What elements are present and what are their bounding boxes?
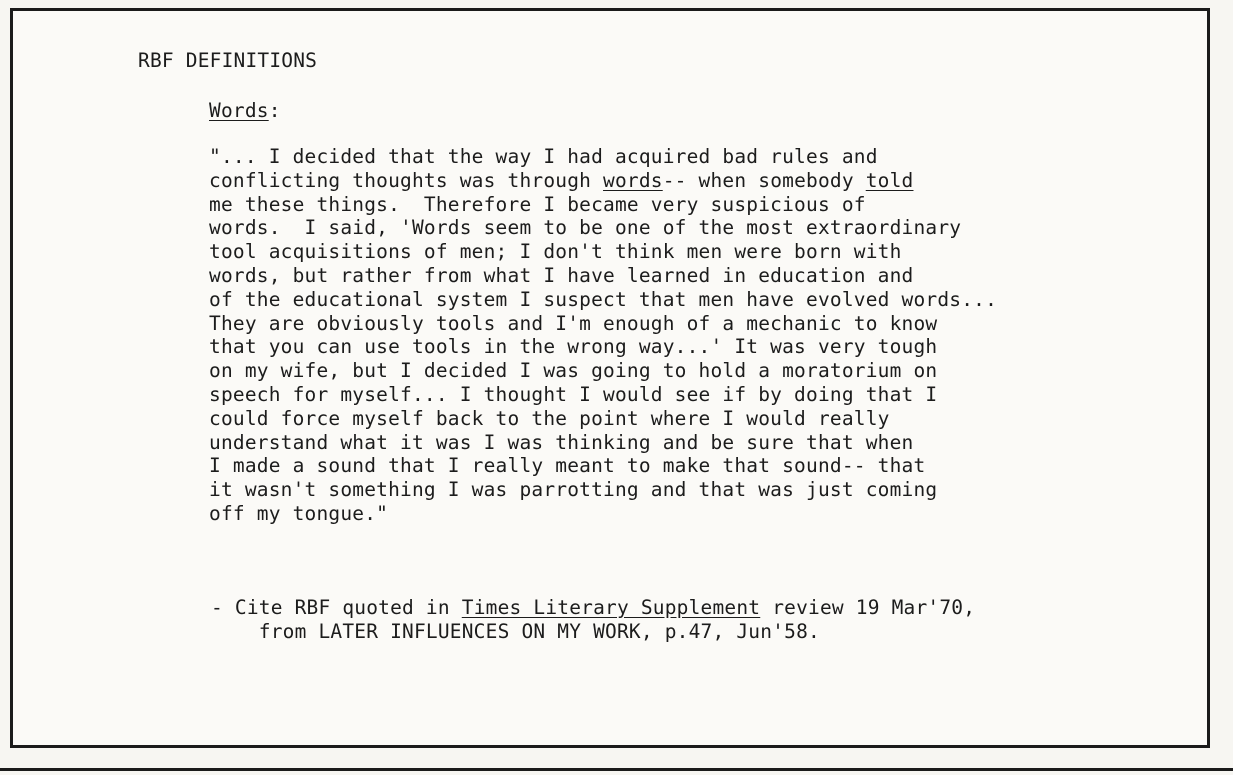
- citation-text: review 19 Mar'70,: [760, 596, 976, 619]
- term-label: Words: [209, 99, 269, 122]
- quote-line: it wasn't something I was parrotting and that was just coming: [209, 478, 938, 502]
- quote-text: conflicting thoughts was through: [209, 168, 604, 192]
- quote-line: of the educational system I suspect that men have evolved words...: [209, 287, 998, 311]
- quote-text: -- when somebody: [662, 168, 866, 192]
- underlined-word-told: told: [865, 168, 914, 192]
- quote-line: me these things. Therefore I became very suspicious of: [209, 192, 866, 216]
- quote-line: understand what it was I was thinking and be sure that when: [209, 430, 914, 454]
- quote-line: words, but rather from what I have learned in education and: [209, 263, 914, 287]
- quote-block: [209, 145, 997, 526]
- quote-line: "... I decided that the way I had acquired bad rules and: [209, 145, 878, 168]
- quote-line: words. I said, 'Words seem to be one of the most extraordinary: [209, 216, 962, 240]
- quote-line: speech for myself... I thought I would see if by doing that I: [209, 382, 938, 406]
- document-heading: RBF DEFINITIONS: [138, 49, 318, 72]
- quote-line: off my tongue.": [209, 501, 389, 525]
- citation: [211, 596, 975, 644]
- citation-text: from LATER INFLUENCES ON MY WORK, p.47, Jun'58.: [258, 620, 820, 643]
- quote-line: I made a sound that I really meant to make that sound-- that: [209, 454, 926, 478]
- quote-line: that you can use tools in the wrong way...' It was very tough: [209, 335, 938, 359]
- citation-line: [211, 620, 975, 644]
- term-colon: :: [268, 99, 281, 122]
- quote-line: tool acquisitions of men; I don't think men were born with: [209, 240, 902, 264]
- quote-line: could force myself back to the point where I would really: [209, 406, 890, 430]
- citation-source: Times Literary Supplement: [461, 596, 761, 619]
- document-card: [10, 8, 1210, 748]
- page-bottom-rule: [0, 768, 1233, 771]
- underlined-word-words: words: [603, 168, 663, 192]
- quote-line: They are obviously tools and I'm enough of a mechanic to know: [209, 311, 938, 335]
- quote-line: [209, 169, 997, 193]
- citation-text: - Cite RBF quoted in: [211, 596, 462, 619]
- citation-line: [211, 596, 975, 620]
- quote-line: on my wife, but I decided I was going to hold a moratorium on: [209, 359, 938, 383]
- term-heading: [209, 99, 281, 122]
